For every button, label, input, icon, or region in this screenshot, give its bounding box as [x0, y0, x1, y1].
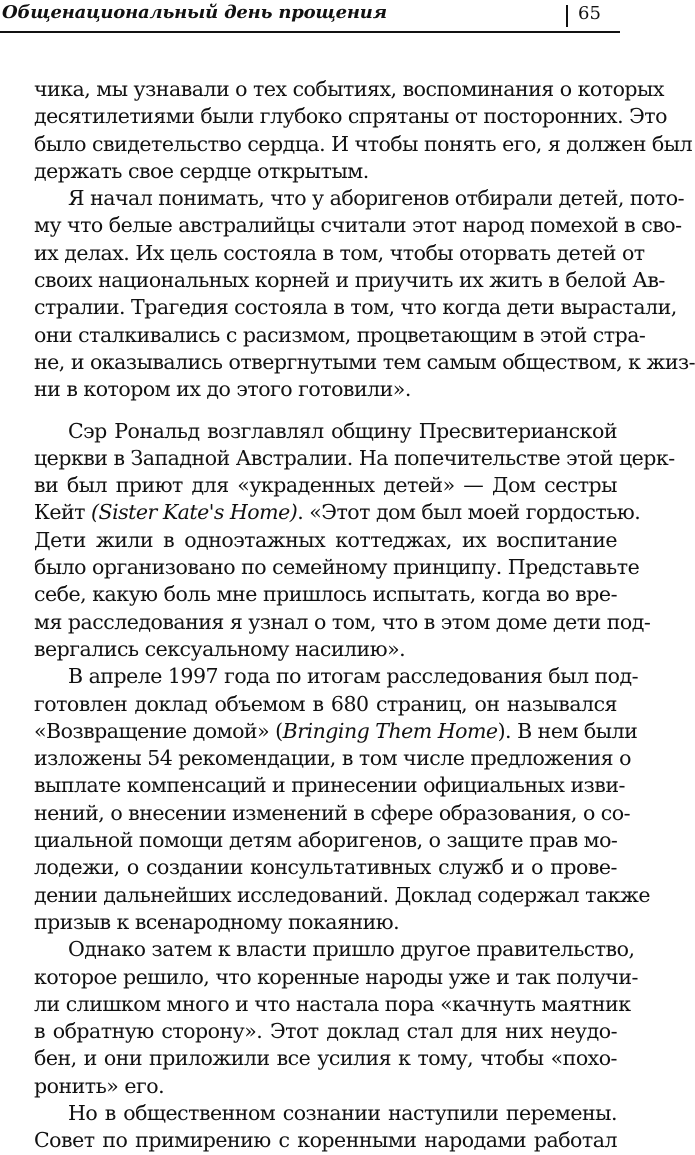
text-line — [0, 499, 641, 526]
text-line — [0, 882, 650, 909]
text-line — [0, 663, 639, 690]
header-rule — [0, 31, 620, 33]
text-segment: было свидетельство сердца. И чтобы понять его, я должен был — [34, 131, 693, 156]
text-segment: бен, и они приложили все усилия к тому, чтобы «похо- — [34, 1046, 617, 1071]
text-segment: . «Этот дом был моей гордостью. — [297, 500, 641, 525]
text-line — [0, 991, 631, 1018]
text-segment: ви был приют для «украденных детей» — Дом сестры — [34, 473, 617, 498]
text-line — [0, 527, 617, 554]
paragraph — [0, 936, 638, 1100]
text-segment: себе, какую боль мне пришлось испытать, когда во вре- — [34, 582, 617, 607]
text-segment: Я начал понимать, что у аборигенов отбирали детей, пото- — [68, 186, 685, 211]
text-line — [0, 212, 682, 239]
text-line — [0, 581, 617, 608]
text-line — [0, 718, 638, 745]
text-segment: в обратную сторону». Этот доклад стал для них неудо- — [34, 1019, 617, 1044]
text-segment: ни в котором их до этого готовили». — [34, 377, 411, 402]
text-segment: которое решило, что коренные народы уже и так получи- — [34, 964, 638, 989]
text-segment: ли слишком много и что настала пора «качнуть маятник — [34, 991, 631, 1016]
text-segment: Кейт — [34, 500, 92, 525]
text-line — [0, 349, 695, 376]
text-line — [0, 964, 638, 991]
text-line — [0, 1100, 617, 1127]
text-segment: Но в общественном сознании наступили перемены. — [68, 1100, 617, 1125]
text-segment: стралии. Трагедия состояла в том, что когда дети вырастали, — [34, 295, 677, 320]
italic-title: (Sister Kate's Home) — [91, 500, 298, 525]
text-line — [0, 185, 685, 212]
text-segment: дении дальнейших исследований. Доклад содержал также — [34, 882, 650, 907]
text-line — [0, 76, 664, 103]
text-line — [0, 418, 617, 445]
running-title: Общенациональный день прощения — [2, 2, 387, 23]
page-number: 65 — [578, 3, 601, 24]
text-segment: му что белые австралийцы считали этот народ помехой в сво- — [34, 213, 682, 238]
text-line — [0, 322, 646, 349]
text-line — [0, 240, 645, 267]
text-line — [0, 445, 675, 472]
text-line — [0, 827, 617, 854]
text-segment: ). В нем были — [497, 718, 638, 743]
text-segment: «Возвращение домой» ( — [34, 718, 283, 743]
text-line — [0, 1073, 617, 1100]
paragraph — [0, 663, 650, 936]
text-line — [0, 854, 617, 881]
text-segment: изложены 54 рекомендации, в том числе предложения о — [34, 746, 631, 771]
text-segment: призыв к всенародному покаянию. — [34, 909, 400, 934]
text-segment: нений, о внесении изменений в сфере образования, о со- — [34, 800, 631, 825]
running-header — [0, 0, 620, 32]
text-line — [0, 745, 631, 772]
text-line — [0, 936, 635, 963]
text-segment: Дети жили в одноэтажных коттеджах, их воспитание — [34, 527, 617, 552]
text-segment: десятилетиями были глубоко спрятаны от посторонних. Это — [34, 104, 667, 129]
text-segment: церкви в Западной Австралии. На попечительстве этой церк- — [34, 445, 675, 470]
text-segment: готовлен доклад объемом в 680 страниц, он назывался — [34, 691, 617, 716]
paragraph — [0, 185, 695, 403]
text-segment: В апреле 1997 года по итогам расследования был под- — [68, 664, 639, 689]
text-segment: своих национальных корней и приучить их жить в белой Ав- — [34, 268, 665, 293]
text-line — [0, 376, 617, 403]
text-line — [0, 1045, 617, 1072]
text-line — [0, 772, 625, 799]
text-segment: Совет по примирению с коренными народами работал — [34, 1128, 617, 1153]
text-line — [0, 554, 640, 581]
text-segment: не, и оказывались отвергнутыми тем самым обществом, к жиз- — [34, 349, 695, 374]
paragraph — [0, 1100, 617, 1155]
text-segment: Однако затем к власти пришло другое правительство, — [68, 937, 635, 962]
text-line — [0, 267, 665, 294]
text-segment: циальной помощи детям аборигенов, о защите прав мо- — [34, 828, 618, 853]
header-separator — [566, 5, 568, 27]
text-line — [0, 609, 651, 636]
text-line — [0, 636, 617, 663]
text-segment: их делах. Их цель состояла в том, чтобы оторвать детей от — [34, 240, 645, 265]
text-segment: лодежи, о создании консультативных служб и о прове- — [34, 855, 617, 880]
paragraph — [0, 76, 693, 185]
text-segment: мя расследования я узнал о том, что в этом доме дети под- — [34, 609, 651, 634]
text-segment: ронить» его. — [34, 1073, 165, 1098]
text-line — [0, 158, 617, 185]
italic-title: Bringing Them Home — [282, 718, 498, 743]
body-text — [0, 76, 695, 1155]
text-line — [0, 472, 617, 499]
text-line — [0, 1127, 617, 1154]
text-segment: держать свое сердце открытым. — [34, 158, 369, 183]
text-line — [0, 800, 631, 827]
text-segment: Сэр Рональд возглавлял общину Пресвитерианской — [68, 418, 617, 443]
text-line — [0, 131, 693, 158]
text-segment: вергались сексуальному насилию». — [34, 636, 406, 661]
text-line — [0, 691, 617, 718]
text-segment: они сталкивались с расизмом, процветающим в этой стра- — [34, 322, 646, 347]
text-segment: было организовано по семейному принципу. Представьте — [34, 555, 640, 580]
text-segment: чика, мы узнавали о тех событиях, воспоминания о которых — [34, 77, 664, 101]
text-line — [0, 1018, 617, 1045]
text-segment: выплате компенсаций и принесении официальных изви- — [34, 773, 625, 798]
text-line — [0, 103, 667, 130]
text-line — [0, 909, 617, 936]
text-line — [0, 294, 677, 321]
paragraph — [0, 418, 675, 664]
